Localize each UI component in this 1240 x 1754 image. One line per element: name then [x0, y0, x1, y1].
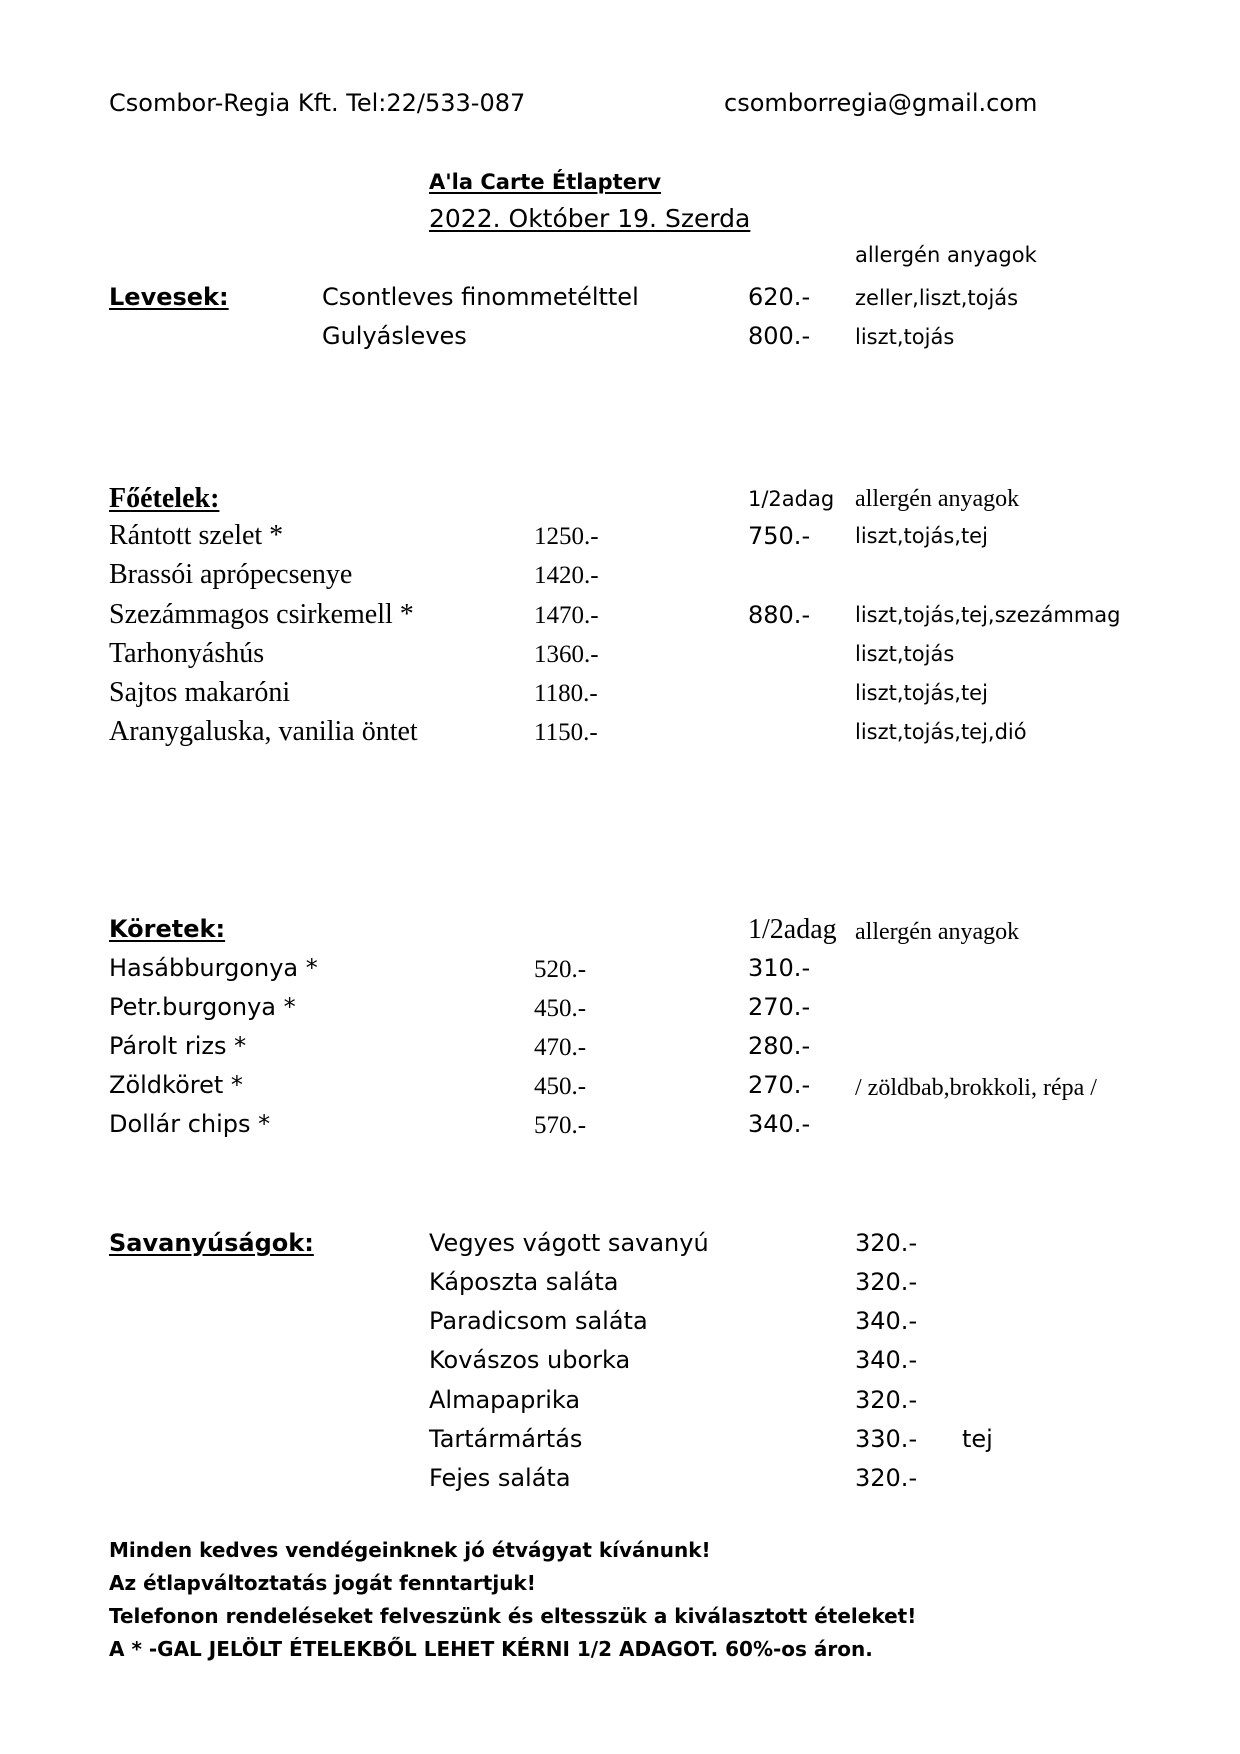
side-dish-half-price: 310.- [748, 954, 811, 982]
pickle-name: Káposzta saláta [429, 1268, 619, 1296]
soup-allergens: liszt,tojás [855, 325, 955, 349]
main-dish-name: Szezámmagos csirkemell * [109, 599, 414, 630]
main-dish-name: Aranygaluska, vanilia öntet [109, 716, 418, 747]
side-dish-price: 450.- [534, 1073, 587, 1100]
pickle-price: 340.- [855, 1307, 918, 1335]
main-dish-allergens: liszt,tojás,tej [855, 524, 988, 548]
main-dish-half-price: 750.- [748, 522, 811, 550]
pickle-name: Kovászos uborka [429, 1346, 631, 1374]
side-dish-price: 570.- [534, 1112, 587, 1139]
soup-price: 620.- [748, 283, 811, 311]
side-dish-price: 450.- [534, 995, 587, 1022]
side-dish-name: Zöldköret * [109, 1071, 243, 1099]
soups-heading: Levesek: [109, 283, 229, 311]
main-dish-price: 1250.- [534, 523, 599, 550]
mains-allergen-header: allergén anyagok [855, 486, 1020, 512]
pickle-price: 320.- [855, 1464, 918, 1492]
pickle-price: 320.- [855, 1268, 918, 1296]
footer-greeting: Minden kedves vendégeinknek jó étvágyat kívánunk! [109, 1538, 711, 1562]
pickle-price: 320.- [855, 1229, 918, 1257]
side-dish-half-price: 280.- [748, 1032, 811, 1060]
mains-half-header: 1/2adag [748, 487, 835, 511]
side-dish-half-price: 270.- [748, 1071, 811, 1099]
sides-heading: Köretek: [109, 915, 226, 943]
pickle-price: 340.- [855, 1346, 918, 1374]
main-dish-allergens: liszt,tojás [855, 642, 955, 666]
pickle-name: Fejes saláta [429, 1464, 571, 1492]
page-title: A'la Carte Étlapterv [429, 170, 662, 194]
main-dish-price: 1180.- [534, 680, 598, 707]
main-dish-name: Tarhonyáshús [109, 638, 265, 669]
pickle-name: Vegyes vágott savanyú [429, 1229, 709, 1257]
main-dish-allergens: liszt,tojás,tej,dió [855, 720, 1027, 744]
main-dish-price: 1360.- [534, 641, 599, 668]
side-dish-name: Hasábburgonya * [109, 954, 318, 982]
main-dish-half-price: 880.- [748, 601, 811, 629]
soup-price: 800.- [748, 322, 811, 350]
sides-allergen-header: allergén anyagok [855, 919, 1020, 945]
soup-allergens: zeller,liszt,tojás [855, 286, 1019, 310]
main-dish-price: 1420.- [534, 562, 599, 589]
side-dish-price: 470.- [534, 1034, 587, 1061]
main-dish-price: 1150.- [534, 719, 598, 746]
company-info: Csombor-Regia Kft. Tel:22/533-087 [109, 89, 526, 117]
pickle-price: 330.- [855, 1425, 918, 1453]
side-dish-name: Párolt rizs * [109, 1032, 247, 1060]
email-address: csomborregia@gmail.com [724, 89, 1038, 117]
pickle-price: 320.- [855, 1386, 918, 1414]
footer-phone-order-notice: Telefonon rendeléseket felveszünk és eltesszük a kiválasztott ételeket! [109, 1604, 917, 1628]
side-dish-note: / zöldbab,brokkoli, répa / [855, 1075, 1097, 1101]
main-dish-allergens: liszt,tojás,tej,szezámmag [855, 603, 1121, 627]
side-dish-price: 520.- [534, 956, 587, 983]
pickle-name: Tartármártás [429, 1425, 583, 1453]
sides-half-header: 1/2adag [748, 914, 837, 945]
soup-name: Gulyásleves [322, 322, 467, 350]
side-dish-name: Dollár chips * [109, 1110, 271, 1138]
soups-allergen-header: allergén anyagok [855, 243, 1037, 267]
pickle-allergens: tej [962, 1425, 993, 1453]
main-dish-price: 1470.- [534, 602, 599, 629]
footer-change-notice: Az étlapváltoztatás jogát fenntartjuk! [109, 1571, 536, 1595]
pickle-name: Almapaprika [429, 1386, 581, 1414]
side-dish-half-price: 270.- [748, 993, 811, 1021]
main-dish-allergens: liszt,tojás,tej [855, 681, 988, 705]
footer-half-portion-notice: A * -GAL JELÖLT ÉTELEKBŐL LEHET KÉRNI 1/2 ADAGOT. 60%-os áron. [109, 1637, 873, 1661]
pickles-heading: Savanyúságok: [109, 1229, 314, 1257]
main-dish-name: Rántott szelet * [109, 520, 284, 551]
side-dish-half-price: 340.- [748, 1110, 811, 1138]
pickle-name: Paradicsom saláta [429, 1307, 648, 1335]
main-dish-name: Brassói aprópecsenye [109, 559, 353, 590]
main-dish-name: Sajtos makaróni [109, 677, 291, 708]
side-dish-name: Petr.burgonya * [109, 993, 296, 1021]
soup-name: Csontleves finommetélttel [322, 283, 639, 311]
mains-heading: Főételek: [109, 483, 220, 514]
menu-date: 2022. Október 19. Szerda [429, 204, 751, 233]
